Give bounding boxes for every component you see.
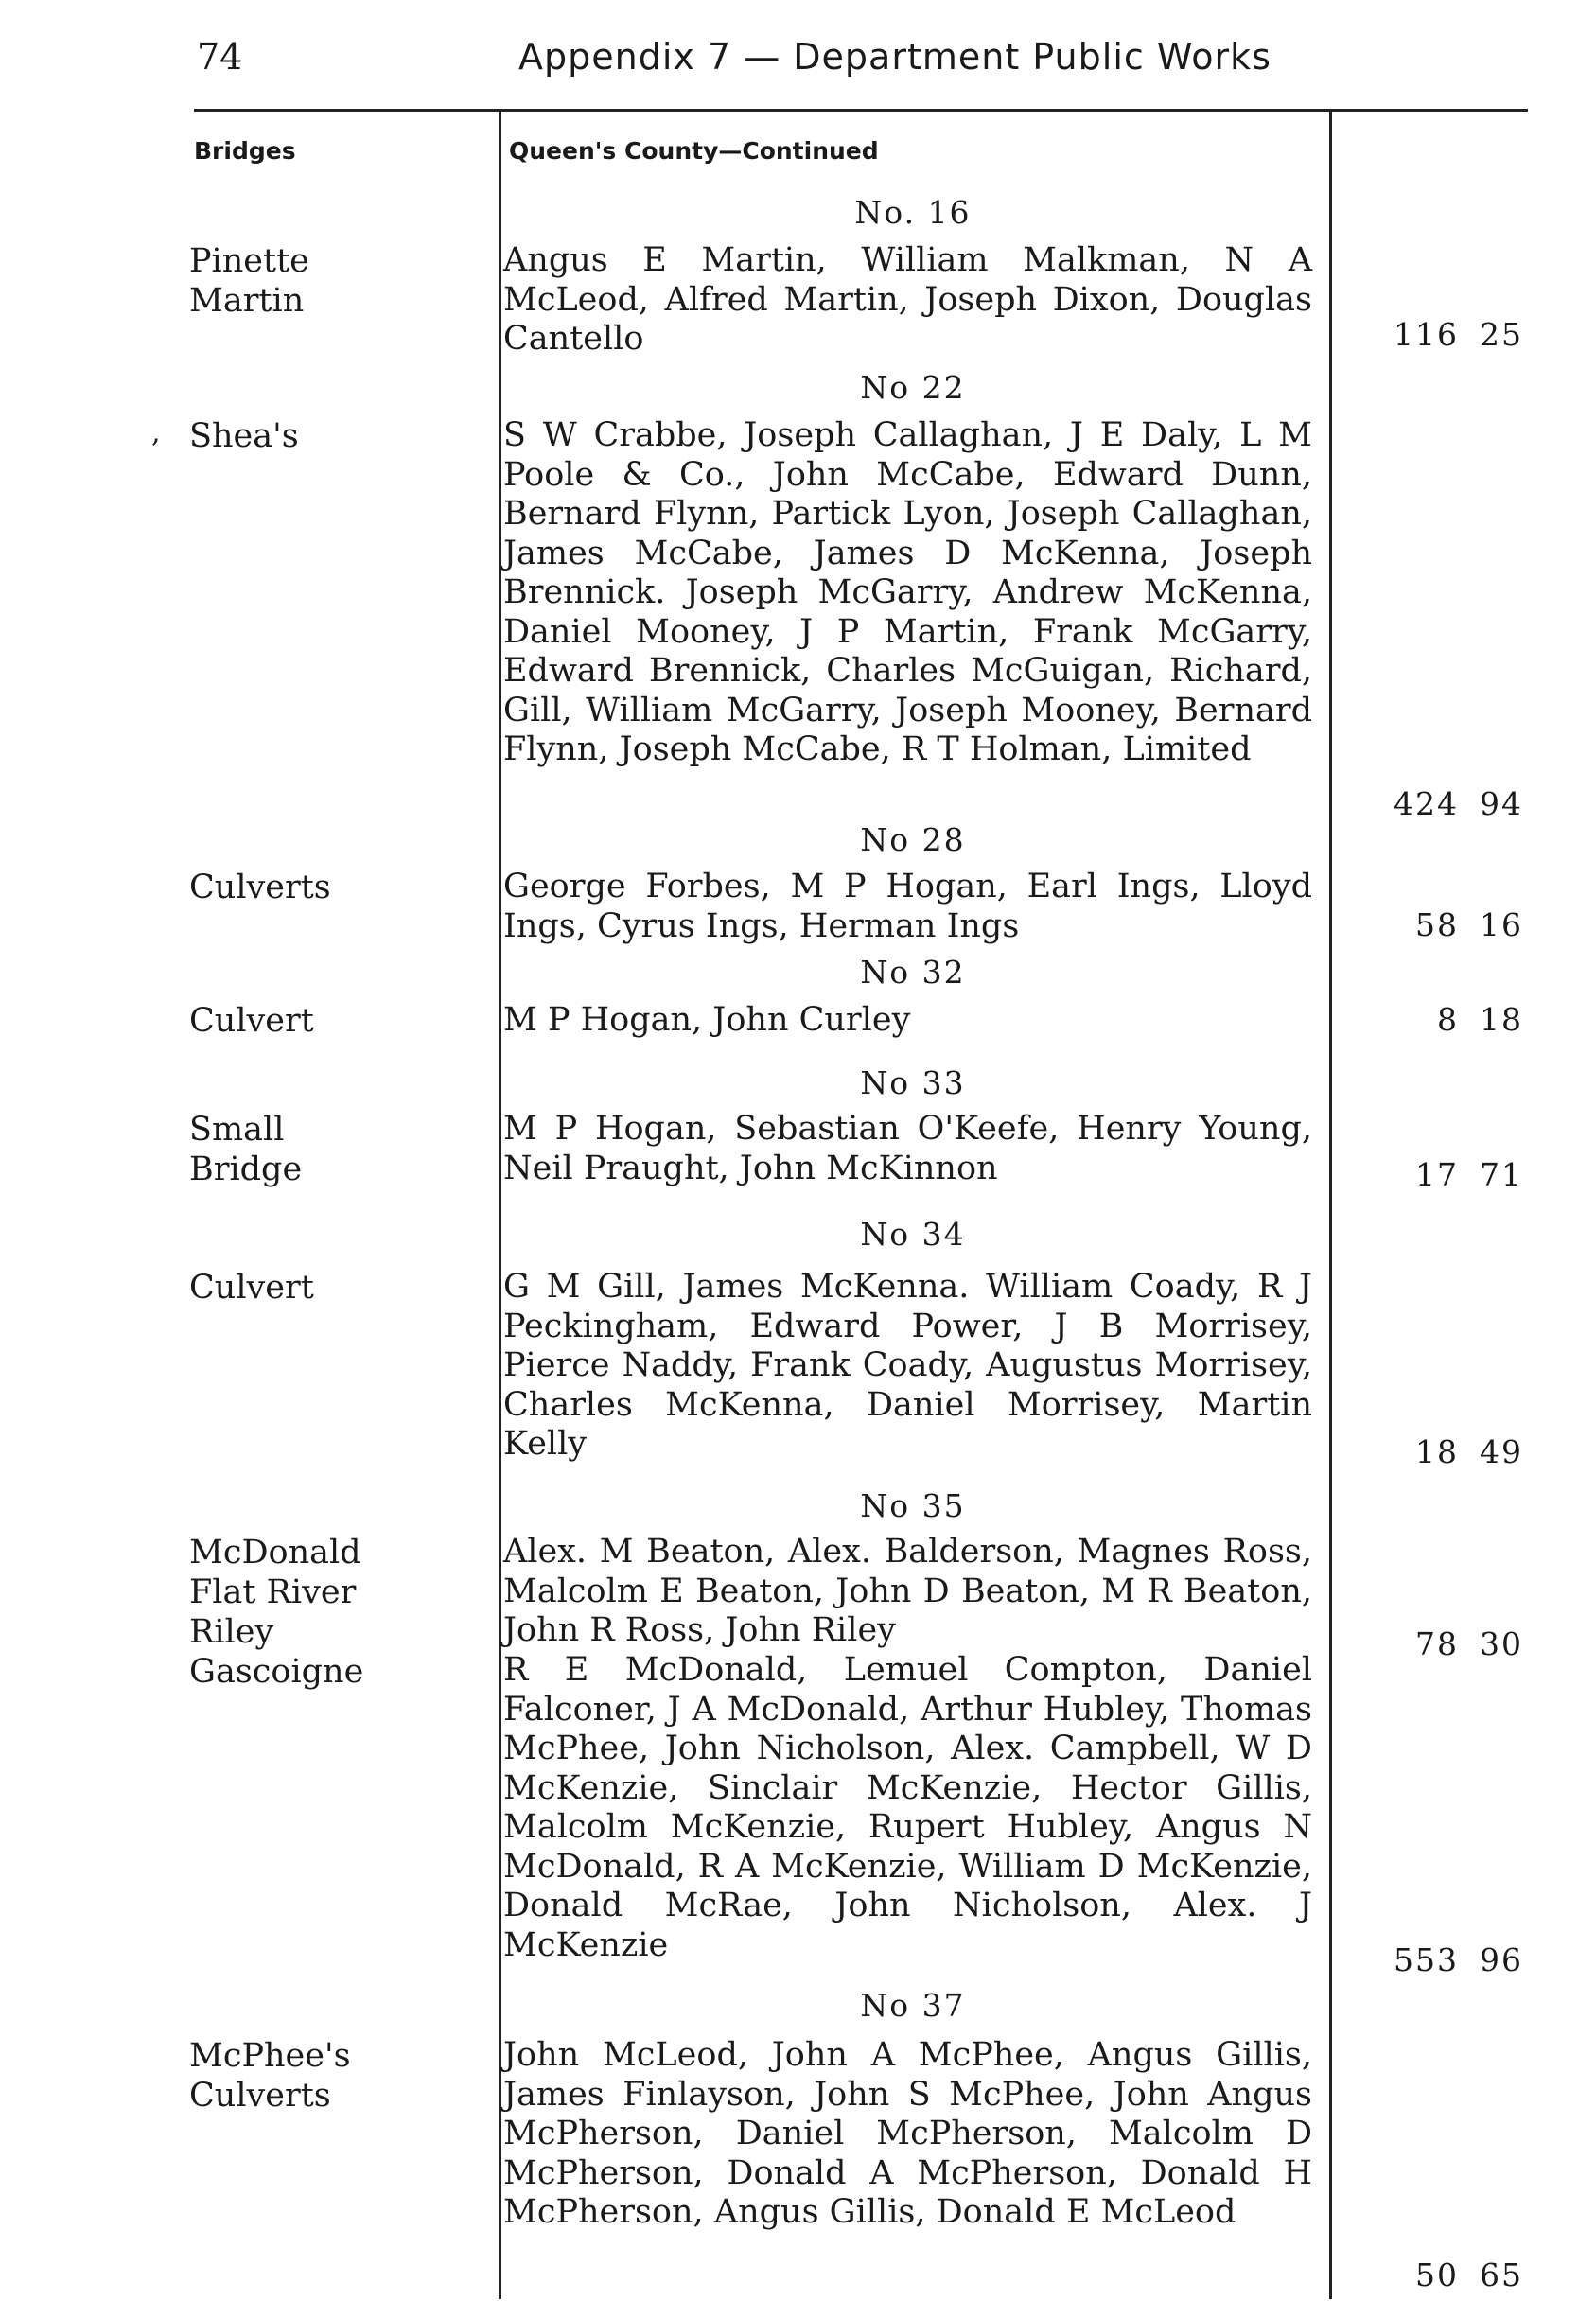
amount-cents: 16 xyxy=(1480,906,1523,943)
column-head-bridges: Bridges xyxy=(194,137,296,165)
amount-cents: 49 xyxy=(1480,1433,1523,1470)
amount xyxy=(1343,1001,1523,1038)
bridge-name: McPhee's Culverts xyxy=(189,2037,351,2115)
section-number: No 32 xyxy=(860,954,966,991)
amount-cents: 18 xyxy=(1480,1001,1523,1038)
bridge-name: Shea's xyxy=(189,417,299,455)
amount xyxy=(1343,1433,1523,1470)
bridge-name: Culvert xyxy=(189,1269,314,1307)
amount-dollars: 78 xyxy=(1415,1625,1459,1662)
amount-dollars: 8 xyxy=(1437,1001,1459,1038)
amount-dollars: 58 xyxy=(1415,906,1459,943)
bridge-name: Small Bridge xyxy=(189,1111,303,1188)
amount-cents: 30 xyxy=(1480,1625,1523,1662)
amount xyxy=(1343,906,1523,943)
section-number: No 28 xyxy=(860,821,966,858)
margin-mark: , xyxy=(151,416,161,449)
header-rule xyxy=(194,109,1528,112)
contractor-names: George Forbes, M P Hogan, Earl Ings, Lloyd Ings, Cyrus Ings, Herman Ings xyxy=(503,868,1312,945)
contractor-names: Alex. M Beaton, Alex. Balderson, Magnes Ross, Malcolm E Beaton, John D Beaton, M R Beaton, John R Ross, John Riley xyxy=(503,1533,1312,1649)
amount-dollars: 553 xyxy=(1394,1941,1459,1978)
section-number: No. 16 xyxy=(854,194,972,231)
amount-cents: 65 xyxy=(1480,2257,1523,2293)
bridge-name: Culverts xyxy=(189,869,331,906)
contractor-names: G M Gill, James McKenna. William Coady, R J Peckingham, Edward Power, J B Morrisey, Pierce Naddy, Frank Coady, Augustus Morrisey, Charles McKenna, Daniel Morrisey, Martin Kelly xyxy=(503,1268,1312,1463)
section-number: No 37 xyxy=(860,1987,966,2024)
amount-dollars: 18 xyxy=(1415,1433,1459,1470)
column-divider-left xyxy=(499,112,501,2299)
section-number: No 35 xyxy=(860,1487,966,1524)
amount xyxy=(1343,2257,1523,2293)
amount-cents: 96 xyxy=(1480,1941,1523,1978)
section-number: No 34 xyxy=(860,1216,966,1253)
amount-dollars: 424 xyxy=(1394,785,1459,822)
amount xyxy=(1343,316,1523,353)
section-number: No 22 xyxy=(860,369,966,406)
amount-cents: 94 xyxy=(1480,785,1523,822)
contractor-names: John McLeod, John A McPhee, Angus Gillis, James Finlayson, John S McPhee, John Angus McPherson, Daniel McPherson, Malcolm D McPherson, Donald A McPherson, Donald H McPherson, Angus Gillis, Donald E McLeod xyxy=(503,2036,1312,2231)
amount xyxy=(1343,1941,1523,1978)
contractor-names: R E McDonald, Lemuel Compton, Daniel Falconer, J A McDonald, Arthur Hubley, Thomas McPhee, John Nicholson, Alex. Campbell, W D McKenzie, Sinclair McKenzie, Hector Gillis, Malcolm McKenzie, Rupert Hubley, Angus N McDonald, R A McKenzie, William D McKenzie, Donald McRae, John Nicholson, Alex. J McKenzie xyxy=(503,1651,1312,1964)
bridge-name: Pinette Martin xyxy=(189,242,309,320)
contractor-names: M P Hogan, Sebastian O'Keefe, Henry Young, Neil Praught, John McKinnon xyxy=(503,1110,1312,1187)
amount xyxy=(1343,1625,1523,1662)
bridge-name: Culvert xyxy=(189,1002,314,1040)
amount-cents: 71 xyxy=(1480,1156,1523,1193)
amount xyxy=(1343,1156,1523,1193)
contractor-names: S W Crabbe, Joseph Callaghan, J E Daly, L M Poole & Co., John McCabe, Edward Dunn, Bernard Flynn, Partick Lyon, Joseph Callaghan, James McCabe, James D McKenna, Joseph Brennick. Joseph McGarry, Andrew McKenna, Daniel Mooney, J P Martin, Frank McGarry, Edward Brennick, Charles McGuigan, Richard, Gill, William McGarry, Joseph Mooney, Bernard Flynn, Joseph McCabe, R T Holman, Limited xyxy=(503,416,1312,768)
page-number: 74 xyxy=(197,36,243,78)
amount-dollars: 17 xyxy=(1415,1156,1459,1193)
contractor-names: Angus E Martin, William Malkman, N A McLeod, Alfred Martin, Joseph Dixon, Douglas Cantello xyxy=(503,241,1312,358)
amount-dollars: 50 xyxy=(1415,2257,1459,2293)
contractor-names: M P Hogan, John Curley xyxy=(503,1001,911,1039)
column-divider-right xyxy=(1329,112,1332,2299)
bridge-name: McDonald Flat River Riley Gascoigne xyxy=(189,1534,364,1691)
section-number: No 33 xyxy=(860,1064,966,1101)
amount xyxy=(1343,785,1523,822)
amount-dollars: 116 xyxy=(1394,316,1459,353)
amount-cents: 25 xyxy=(1480,316,1523,353)
column-head-county: Queen's County—Continued xyxy=(509,137,879,165)
running-head: Appendix 7 — Department Public Works xyxy=(518,36,1272,78)
